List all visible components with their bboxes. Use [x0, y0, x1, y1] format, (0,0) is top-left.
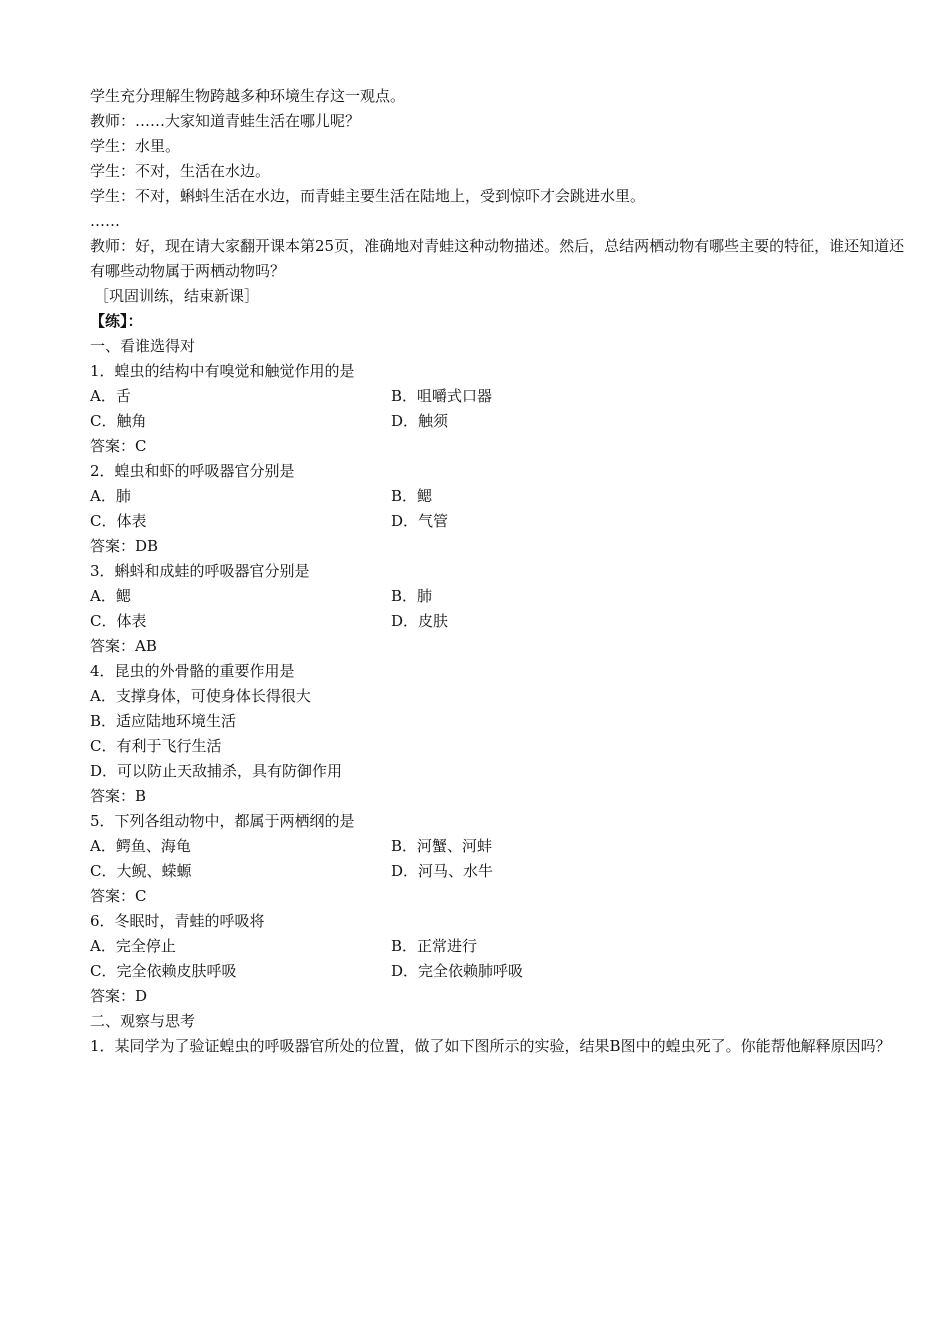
intro-line-2: 教师：……大家知道青蛙生活在哪儿呢？ — [90, 112, 361, 130]
option-b: B．适应陆地环境生活 — [90, 712, 237, 730]
question-stem: 3．蝌蚪和成蛙的呼吸器官分别是 — [90, 562, 310, 580]
part2-title: 二、观察与思考 — [90, 1012, 196, 1030]
option-row — [90, 859, 910, 884]
option-d: D．可以防止天敌捕杀，具有防御作用 — [90, 762, 343, 780]
answer: 答案：B — [90, 787, 147, 805]
section-bracket: ［巩固训练，结束新课］ — [94, 287, 260, 305]
option-a: A．完全停止 — [90, 937, 176, 955]
option-row — [90, 409, 910, 434]
answer: 答案：AB — [90, 637, 157, 655]
option-c: C．有利于飞行生活 — [90, 737, 222, 755]
answer: 答案：C — [90, 437, 147, 455]
option-c: C．大鲵、蝾螈 — [90, 862, 192, 880]
part2-question-1: 1．某同学为了验证蝗虫的呼吸器官所处的位置，做了如下图所示的实验，结果B图中的蝗虫死了。你能帮他解释原因吗？ — [90, 1037, 891, 1055]
option-d: D．河马、水牛 — [391, 862, 494, 880]
option-row — [90, 509, 910, 534]
option-row — [90, 959, 910, 984]
question-stem: 1．蝗虫的结构中有嗅觉和触觉作用的是 — [90, 362, 355, 380]
intro-line-1: 学生充分理解生物跨越多种环境生存这一观点。 — [90, 87, 406, 105]
option-d: D．气管 — [391, 512, 449, 530]
teacher-instruction: 教师：好，现在请大家翻开课本第25页，准确地对青蛙这种动物描述。然后，总结两栖动物有哪些主要的特征，谁还知道还有哪些动物属于两栖动物吗？ — [90, 237, 905, 280]
practice-label: 【练】： — [90, 312, 143, 330]
option-row — [90, 384, 910, 409]
question-stem: 4．昆虫的外骨骼的重要作用是 — [90, 662, 295, 680]
document-page — [90, 84, 910, 1059]
option-d: D．触须 — [391, 412, 449, 430]
answer: 答案：D — [90, 987, 148, 1005]
option-b: B．肺 — [391, 587, 433, 605]
answer: 答案：C — [90, 887, 147, 905]
option-a: A．舌 — [90, 387, 131, 405]
option-a: A．鳃 — [90, 587, 131, 605]
option-d: D．完全依赖肺呼吸 — [391, 962, 524, 980]
answer: 答案：DB — [90, 537, 159, 555]
question-stem: 5．下列各组动物中，都属于两栖纲的是 — [90, 812, 355, 830]
option-a: A．肺 — [90, 487, 131, 505]
option-b: B．正常进行 — [391, 937, 478, 955]
question-stem: 6．冬眠时，青蛙的呼吸将 — [90, 912, 265, 930]
option-a: A．鳄鱼、海龟 — [90, 837, 191, 855]
option-b: B．咀嚼式口器 — [391, 387, 493, 405]
option-row — [90, 609, 910, 634]
intro-line-3: 学生：水里。 — [90, 137, 181, 155]
option-a: A．支撑身体，可使身体长得很大 — [90, 687, 311, 705]
intro-line-4: 学生：不对，生活在水边。 — [90, 162, 271, 180]
option-b: B．河蟹、河蚌 — [391, 837, 493, 855]
option-row — [90, 934, 910, 959]
part1-title: 一、看谁选得对 — [90, 337, 196, 355]
option-c: C．触角 — [90, 412, 147, 430]
option-row — [90, 484, 910, 509]
intro-ellipsis: …… — [90, 212, 120, 230]
option-c: C．体表 — [90, 512, 147, 530]
option-c: C．体表 — [90, 612, 147, 630]
option-d: D．皮肤 — [391, 612, 449, 630]
option-row — [90, 584, 910, 609]
option-row — [90, 834, 910, 859]
intro-line-5: 学生：不对，蝌蚪生活在水边，而青蛙主要生活在陆地上，受到惊吓才会跳进水里。 — [90, 187, 646, 205]
option-b: B．鳃 — [391, 487, 433, 505]
question-stem: 2．蝗虫和虾的呼吸器官分别是 — [90, 462, 295, 480]
option-c: C．完全依赖皮肤呼吸 — [90, 962, 237, 980]
